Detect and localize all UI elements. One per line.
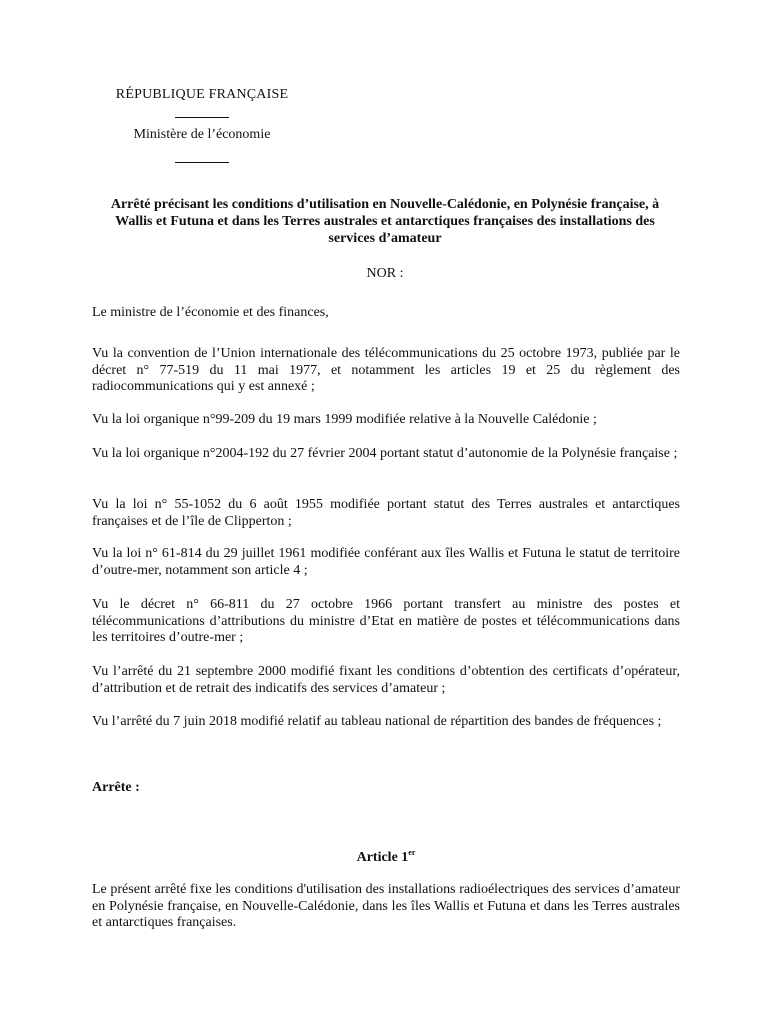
visa-paragraph: Vu l’arrêté du 7 juin 2018 modifié relatif au tableau national de répartition des bandes de fréquences ; — [92, 714, 662, 729]
letterhead — [92, 86, 312, 163]
header-divider — [175, 162, 229, 163]
visa-paragraph: Vu la loi n° 55-1052 du 6 août 1955 modifiée portant statut des Terres australes et antarctiques françaises et de l’île de Clipperton ; — [92, 497, 680, 529]
visa-paragraph: Vu la convention de l’Union internationale des télécommunications du 25 octobre 1973, publiée par le décret n° 77-519 du 11 mai 1977, et notamment les articles 19 et 25 du règlement des radiocommunications qui y est annexé ; — [92, 346, 680, 394]
visa-paragraph: Vu la loi n° 61-814 du 29 juillet 1961 modifiée conférant aux îles Wallis et Futuna le statut de territoire d’outre-mer, notamment son article 4 ; — [92, 546, 680, 578]
visa-paragraph: Vu le décret n° 66-811 du 27 octobre 1966 portant transfert au ministre des postes et télécommunications d’attributions du ministre d’Etat en matière de postes et télécommunications dans les territoires d’outre-mer ; — [92, 597, 680, 645]
visa-paragraph: Vu la loi organique n°99-209 du 19 mars 1999 modifiée relative à la Nouvelle Calédonie ; — [92, 412, 597, 427]
article-paragraph: Le présent arrêté fixe les conditions d'utilisation des installations radioélectriques des services d’amateur en Polynésie française, en Nouvelle-Calédonie, dans les îles Wallis et Futuna et dans les Terres australes et antarctiques françaises. — [92, 882, 680, 930]
intro-paragraph: Le ministre de l’économie et des finances, — [92, 305, 329, 320]
republic-heading: RÉPUBLIQUE FRANÇAISE — [115, 87, 289, 102]
arrete-label: Arrête : — [92, 780, 140, 795]
visa-paragraph: Vu la loi organique n°2004-192 du 27 février 2004 portant statut d’autonomie de la Polynésie française ; — [92, 446, 678, 461]
article-heading-text: Article 1 — [356, 850, 409, 865]
ministry-name: Ministère de l’économie — [133, 127, 271, 142]
nor-reference: NOR : — [366, 266, 404, 281]
visa-paragraph: Vu l’arrêté du 21 septembre 2000 modifié fixant les conditions d’obtention des certificats d’opérateur, d’attribution et de retrait des indicatifs des services d’amateur ; — [92, 664, 680, 696]
document-title: Arrêté précisant les conditions d’utilisation en Nouvelle-Calédonie, en Polynésie française, à Wallis et Futuna et dans les Terres australes et antarctiques françaises des installations des services d’amateur — [110, 197, 660, 246]
header-divider — [175, 117, 229, 118]
article-heading-superscript: er — [408, 848, 416, 857]
article-heading — [92, 848, 680, 866]
